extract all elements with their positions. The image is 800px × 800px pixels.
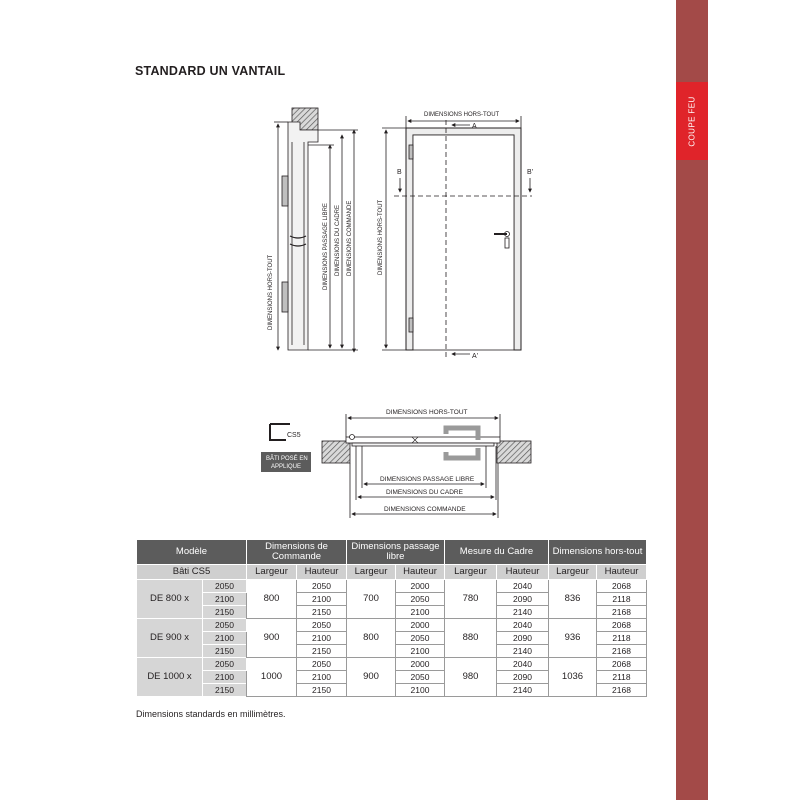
model-size: 2100 — [203, 632, 247, 645]
header-hors-tout: Dimensions hors-tout — [549, 540, 647, 565]
header-modele: Modèle — [137, 540, 247, 565]
ht-width: 936 — [549, 619, 597, 658]
header-hauteur: Hauteur — [497, 565, 549, 580]
front-label-side: DIMENSIONS HORS-TOUT — [378, 199, 384, 275]
header-cadre: Mesure du Cadre — [445, 540, 549, 565]
cadre-height: 2040 — [497, 580, 549, 593]
cadre-height: 2090 — [497, 671, 549, 684]
cadre-height: 2090 — [497, 632, 549, 645]
model-size: 2050 — [203, 619, 247, 632]
door-leaf — [413, 135, 514, 350]
ht-height: 2068 — [597, 658, 647, 671]
front-label-top: DIMENSIONS HORS-TOUT — [424, 112, 500, 118]
header-largeur: Largeur — [549, 565, 597, 580]
hinge-bottom — [282, 282, 288, 312]
ht-height: 2168 — [597, 684, 647, 697]
pass-width: 700 — [347, 580, 396, 619]
ht-height: 2068 — [597, 619, 647, 632]
cmd-width: 800 — [247, 580, 297, 619]
wall-right-hatch — [497, 441, 531, 463]
front-view — [382, 116, 532, 358]
ht-height: 2118 — [597, 671, 647, 684]
ht-height: 2168 — [597, 606, 647, 619]
model-size: 2150 — [203, 645, 247, 658]
pass-height: 2000 — [396, 619, 445, 632]
table-row — [137, 580, 647, 593]
pass-height: 2000 — [396, 580, 445, 593]
sidebar-tab-label: COUPE FEU — [687, 95, 697, 147]
section-label-cadre: DIMENSIONS DU CADRE — [335, 204, 341, 276]
marker-b-prime: B' — [527, 169, 534, 176]
cadre-height: 2040 — [497, 619, 549, 632]
model-size: 2150 — [203, 684, 247, 697]
cadre-height: 2140 — [497, 606, 549, 619]
wall-left-hatch — [322, 441, 350, 463]
pass-height: 2100 — [396, 645, 445, 658]
header-hauteur: Hauteur — [597, 565, 647, 580]
pass-height: 2100 — [396, 684, 445, 697]
header-hauteur: Hauteur — [297, 565, 347, 580]
marker-b: B — [397, 169, 402, 176]
ht-height: 2168 — [597, 645, 647, 658]
ht-height: 2068 — [597, 580, 647, 593]
pass-height: 2050 — [396, 671, 445, 684]
plan-handle-bottom — [446, 448, 478, 458]
marker-a-prime: A' — [472, 353, 479, 360]
cadre-height: 2040 — [497, 658, 549, 671]
cadre-width: 980 — [445, 658, 497, 697]
plan-hinge — [350, 435, 355, 440]
section-label-hors-tout: DIMENSIONS HORS-TOUT — [268, 254, 274, 330]
ht-width: 836 — [549, 580, 597, 619]
cadre-width: 780 — [445, 580, 497, 619]
model-size: 2100 — [203, 671, 247, 684]
model-size: 2150 — [203, 606, 247, 619]
badge-line-1: BÂTI POSÉ EN — [266, 456, 308, 462]
cadre-height: 2140 — [497, 645, 549, 658]
pass-height: 2100 — [396, 606, 445, 619]
header-largeur: Largeur — [347, 565, 396, 580]
section-view — [274, 108, 358, 352]
plan-label-passage: DIMENSIONS PASSAGE LIBRE — [380, 476, 475, 483]
pass-height: 2050 — [396, 632, 445, 645]
cmd-height: 2150 — [297, 684, 347, 697]
plan-label-hors-tout: DIMENSIONS HORS-TOUT — [386, 409, 468, 416]
plan-label-commande: DIMENSIONS COMMANDE — [384, 506, 466, 513]
plan-leaf-inner — [352, 443, 494, 446]
cmd-height: 2100 — [297, 632, 347, 645]
model-size: 2050 — [203, 580, 247, 593]
section-label-passage: DIMENSIONS PASSAGE LIBRE — [323, 203, 329, 290]
pass-height: 2050 — [396, 593, 445, 606]
cadre-height: 2090 — [497, 593, 549, 606]
footnote: Dimensions standards en millimètres. — [136, 709, 286, 719]
header-commande: Dimensions de Commande — [247, 540, 347, 565]
plan-label-cadre: DIMENSIONS DU CADRE — [386, 489, 463, 496]
page-title: STANDARD UN VANTAIL — [135, 64, 286, 78]
table-row — [137, 619, 647, 632]
cadre-height: 2140 — [497, 684, 549, 697]
pass-height: 2000 — [396, 658, 445, 671]
ht-height: 2118 — [597, 593, 647, 606]
model-size: 2100 — [203, 593, 247, 606]
model-name: DE 900 x — [137, 619, 203, 658]
model-name: DE 800 x — [137, 580, 203, 619]
header-largeur: Largeur — [445, 565, 497, 580]
dimensions-table-wrap — [136, 539, 647, 697]
header-bati: Bâti CS5 — [137, 565, 247, 580]
cmd-height: 2100 — [297, 593, 347, 606]
cmd-height: 2150 — [297, 606, 347, 619]
pass-width: 900 — [347, 658, 396, 697]
cmd-height: 2050 — [297, 619, 347, 632]
cmd-height: 2050 — [297, 658, 347, 671]
table-row — [137, 658, 647, 671]
ht-width: 1036 — [549, 658, 597, 697]
lock-plate — [505, 238, 509, 248]
frame-profile — [288, 122, 318, 350]
header-largeur: Largeur — [247, 565, 297, 580]
front-hinge-top — [409, 145, 413, 159]
marker-a: A — [472, 123, 477, 130]
model-name: DE 1000 x — [137, 658, 203, 697]
header-passage: Dimensions passage libre — [347, 540, 445, 565]
cmd-height: 2100 — [297, 671, 347, 684]
front-hinge-bottom — [409, 318, 413, 332]
cmd-height: 2150 — [297, 645, 347, 658]
cmd-width: 900 — [247, 619, 297, 658]
cmd-width: 1000 — [247, 658, 297, 697]
pass-width: 800 — [347, 619, 396, 658]
cmd-height: 2050 — [297, 580, 347, 593]
profile-label-cs5: CS5 — [287, 432, 301, 439]
header-hauteur: Hauteur — [396, 565, 445, 580]
ht-height: 2118 — [597, 632, 647, 645]
model-size: 2050 — [203, 658, 247, 671]
hinge-top — [282, 176, 288, 206]
dimensions-table — [136, 539, 647, 697]
cadre-width: 880 — [445, 619, 497, 658]
badge-line-2: APPLIQUE — [271, 464, 302, 470]
section-label-commande: DIMENSIONS COMMANDE — [347, 200, 353, 276]
